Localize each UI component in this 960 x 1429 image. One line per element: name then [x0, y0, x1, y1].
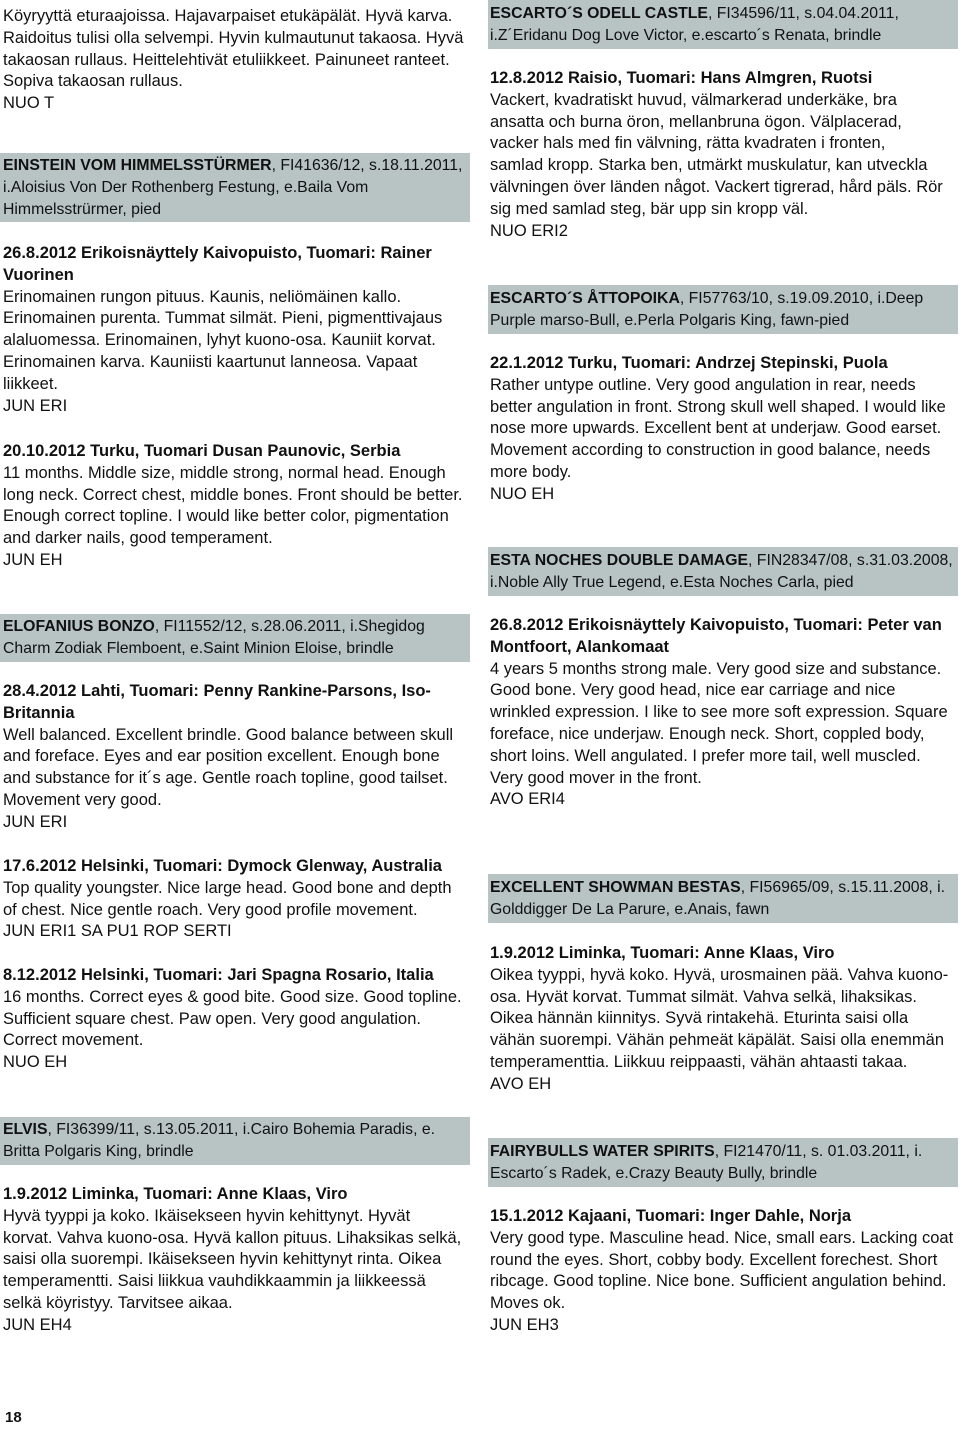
result-grade: NUO EH — [490, 484, 555, 503]
dog-heading — [0, 1117, 470, 1165]
result-grade: JUN EH — [3, 550, 63, 569]
judgment — [3, 856, 485, 943]
dog-heading — [0, 614, 470, 662]
dog-heading — [488, 547, 958, 596]
dog-details: , FI57763/10, s.19.09.2010, i.Deep Purple marso-Bull, e.Perla Polgaris King, fawn-pied — [490, 290, 924, 329]
dog-heading — [0, 153, 470, 222]
dog-name: FAIRYBULLS WATER SPIRITS — [490, 1143, 715, 1160]
judgment — [3, 441, 485, 572]
show-info: 1.9.2012 Liminka, Tuomari: Anne Klaas, Viro — [3, 1185, 348, 1203]
show-info: 1.9.2012 Liminka, Tuomari: Anne Klaas, Viro — [490, 944, 835, 962]
continued-critique — [3, 6, 485, 115]
judgment — [490, 353, 958, 506]
dog-heading — [488, 285, 958, 334]
dog-heading — [488, 1138, 958, 1187]
judgment — [3, 681, 485, 834]
judgment — [490, 68, 958, 242]
show-info: 17.6.2012 Helsinki, Tuomari: Dymock Glenway, Australia — [3, 857, 442, 875]
critique-text: 16 months. Correct eyes & good bite. Good size. Good topline. Sufficient square chest. Paw open. Very good angulation. Correct movement. — [3, 987, 462, 1050]
show-info: 20.10.2012 Turku, Tuomari Dusan Paunovic, Serbia — [3, 442, 401, 460]
dog-details: , FI56965/09, s.15.11.2008, i. Golddigger De La Parure, e.Anais, fawn — [490, 879, 946, 918]
judgment — [3, 965, 485, 1074]
critique-text: Hyvä tyyppi ja koko. Ikäisekseen hyvin kehittynyt. Hyvät korvat. Vahva kuono-osa. Hyvä kallon pituus. Lihaksikas selkä, saisi olla suorempi. Ikäisekseen hyvin kehittynyt rinta. Oikea temperamentti. Saisi liikkua vauhdikkaammin ja liikkeessä selkä köyristyy. Tarvitsee aikaa. — [3, 1206, 462, 1312]
critique-text: Well balanced. Excellent brindle. Good balance between skull and foreface. Eyes and ear position excellent. Enough bone and substance for it´s age. Gentle roach topline, good tailset. Movement very good. — [3, 725, 454, 809]
dog-heading — [488, 0, 958, 49]
dog-name: ELVIS — [3, 1121, 48, 1138]
result-grade: JUN ERI1 SA PU1 ROP SERTI — [3, 922, 232, 941]
critique-text: Oikea tyyppi, hyvä koko. Hyvä, urosmainen pää. Vahva kuono- osa. Hyvät korvat. Tummat silmät. Vahva selkä, lihaksikas. Oikea hännän kiinnitys. Syvä rintakehä. Eturinta saisi olla vähän suorempi. Vähän pehmeät käpälät. Saisi olla enemmän temperamenttia. Liikkuu reippaasti, vähän ahtaasti takaa. — [490, 965, 949, 1071]
critique-text: Very good type. Masculine head. Nice, small ears. Lacking coat round the eyes. Short, cobby body. Excellent forechest. Short ribcage. Good topline. Nice bone. Sufficient angulation behind. Moves ok. — [490, 1228, 954, 1313]
result-grade: JUN EH4 — [3, 1315, 72, 1334]
show-info: 26.8.2012 Erikoisnäyttely Kaivopuisto, Tuomari: Peter van Montfoort, Alankomaat — [490, 616, 942, 656]
judgment — [490, 1206, 958, 1337]
page-number: 18 — [5, 1409, 22, 1426]
result-grade: JUN ERI — [3, 396, 68, 415]
show-info: 8.12.2012 Helsinki, Tuomari: Jari Spagna Rosario, Italia — [3, 966, 434, 984]
dog-name: ESCARTO´S ÅTTOPOIKA — [490, 290, 680, 307]
result-grade: NUO T — [3, 94, 55, 113]
critique-text: Köyryyttä eturaajoissa. Hajavarpaiset etukäpälät. Hyvä karva. Raidoitus tulisi olla selvempi. Hyvin kulmautunut takaosa. Hyvä takaosan rullaus. Heittelehtivät etuliikkeet. Painuneet ranteet. Sopiva takaosan rullaus. — [3, 7, 464, 91]
result-grade: NUO ERI2 — [490, 221, 568, 240]
dog-details: , FIN28347/08, s.31.03.2008, i.Noble Ally True Legend, e.Esta Noches Carla, pied — [490, 552, 953, 591]
critique-text: Vackert, kvadratiskt huvud, välmarkerad underkäke, bra ansatta och burna öron, mellanbruna ögon. Välplacerad, vacker hals med fin välvning, rätta kvadraten i fronten, samlad kropp. Starka ben, utmärkt muskulatur, kan utveckla välvningen över länden något. Vackert tigrerad, hård päls. Rör sig med samlad steg, bär upp sin kropp väl. — [490, 90, 943, 218]
result-grade: AVO EH — [490, 1074, 552, 1093]
show-info: 28.4.2012 Lahti, Tuomari: Penny Rankine-Parsons, Iso- Britannia — [3, 682, 431, 722]
judgment — [3, 1184, 485, 1337]
show-info: 12.8.2012 Raisio, Tuomari: Hans Almgren, Ruotsi — [490, 69, 873, 87]
dog-details: , FI11552/12, s.28.06.2011, i.Shegidog Charm Zodiak Flemboent, e.Saint Minion Eloise, brindle — [3, 618, 425, 657]
dog-details: , FI21470/11, s. 01.03.2011, i. Escarto´s Radek, e.Crazy Beauty Bully, brindle — [490, 1143, 923, 1182]
critique-text: Top quality youngster. Nice large head. Good bone and depth of chest. Nice gentle roach. Very good profile movement. — [3, 878, 452, 919]
judgment — [3, 243, 485, 417]
dog-name: EINSTEIN VOM HIMMELSSTÜRMER — [3, 157, 272, 174]
judgment — [490, 615, 958, 811]
dog-name: ESCARTO´S ODELL CASTLE — [490, 5, 708, 22]
critique-text: 4 years 5 months strong male. Very good size and substance. Good bone. Very good head, nice ear carriage and nice wrinkled expression. I like to see more soft expression. Square foreface, nice underjaw. Enough neck. Short, coppled body, short loins. Well angulated. I prefer more tail, well muscled. Very good mover in the front. — [490, 659, 948, 787]
dog-details: , FI34596/11, s.04.04.2011, i.Z´Eridanu Dog Love Victor, e.escarto´s Renata, brindle — [490, 5, 899, 44]
result-grade: JUN ERI — [3, 812, 68, 831]
dog-details: , FI41636/12, s.18.11.2011, i.Aloisius Von Der Rothenberg Festung, e.Baila Vom Himmelsstrürmer, pied — [3, 157, 463, 218]
dog-details: , FI36399/11, s.13.05.2011, i.Cairo Bohemia Paradis, e. Britta Polgaris King, brindle — [3, 1121, 436, 1160]
dog-name: EXCELLENT SHOWMAN BESTAS — [490, 879, 741, 896]
dog-name: ELOFANIUS BONZO — [3, 618, 155, 635]
critique-text: 11 months. Middle size, middle strong, normal head. Enough long neck. Correct chest, middle bones. Front should be better. Enough correct topline. I would like better color, pigmentation and darker nails, good temperament. — [3, 463, 463, 548]
dog-heading — [488, 874, 958, 923]
result-grade: NUO EH — [3, 1053, 68, 1072]
left-column — [3, 0, 485, 1428]
result-grade: AVO ERI4 — [490, 790, 565, 809]
dog-name: ESTA NOCHES DOUBLE DAMAGE — [490, 552, 749, 569]
critique-text: Erinomainen rungon pituus. Kaunis, neliömäinen kallo. Erinomainen purenta. Tummat silmät. Pieni, pigmenttivajaus alaluomessa. Erinomainen, lyhyt kuono-osa. Kauniit korvat. Erinomainen karva. Kauniisti kaartunut lanneosa. Vapaat liikkeet. — [3, 287, 443, 393]
result-grade: JUN EH3 — [490, 1315, 559, 1334]
right-column — [490, 0, 958, 1428]
critique-text: Rather untype outline. Very good angulation in rear, needs better angulation in front. Strong skull well shaped. I would like nose more upwards. Excellent bent at underjaw. Good earset. Movement according to construction in good balance, needs more body. — [490, 375, 946, 481]
show-info: 26.8.2012 Erikoisnäyttely Kaivopuisto, Tuomari: Rainer Vuorinen — [3, 244, 432, 284]
judgment — [490, 943, 958, 1096]
show-info: 22.1.2012 Turku, Tuomari: Andrzej Stepinski, Puola — [490, 354, 888, 372]
show-info: 15.1.2012 Kajaani, Tuomari: Inger Dahle, Norja — [490, 1207, 851, 1225]
